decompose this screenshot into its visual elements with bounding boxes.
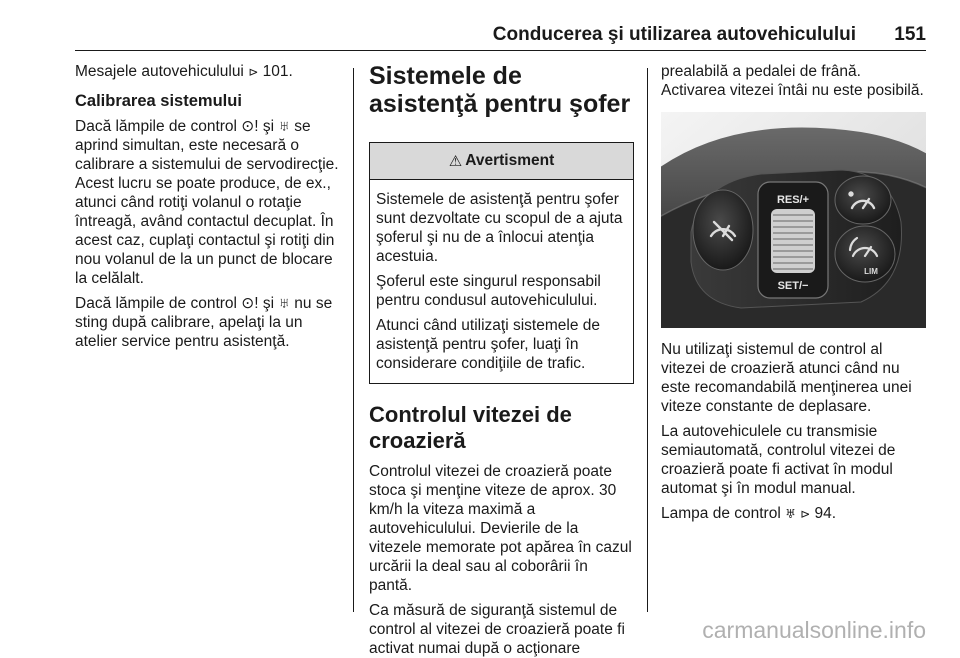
usage-paragraph-2: La autovehiculele cu transmisie semiautomată, controlul vitezei de croazieră poate fi activat în modul automat şi în modul manual. — [661, 423, 896, 497]
warning-label: Avertisment — [465, 152, 555, 169]
cruise-paragraph-1: Controlul vitezei de croazieră poate stoca şi menţine viteze de aprox. 30 km/h la viteza maximă a autovehiculului. Devierile de la vitezele memorate pot apărea în cazul urcării la deal sau al coborârii în pantă. — [369, 463, 632, 594]
warning-body — [370, 180, 633, 383]
warning-paragraph-2: Şoferul este singurul responsabil pentru condusul autovehiculului. — [376, 273, 601, 309]
column-divider-1 — [353, 68, 354, 612]
continued-paragraph: prealabilă a pedalei de frână. Activarea vitezei întâi nu este posibilă. — [661, 63, 924, 99]
calibration-paragraph-2: Dacă lămpile de control ⊙! şi ♅ nu se sting după calibrare, apelaţi la un atelier service pentru asistenţă. — [75, 295, 333, 350]
warning-triangle-icon: ⚠ — [448, 153, 463, 170]
reference-page: 101. — [262, 63, 293, 80]
cruise-paragraph-2: Ca măsură de siguranţă sistemul de control al vitezei de croazieră poate fi activat numai după o acţionare — [369, 602, 625, 657]
column-divider-2 — [647, 68, 648, 612]
cruise-control-heading: Controlul vitezei de croazieră — [369, 402, 572, 453]
reference-text: Mesajele autovehiculului — [75, 63, 244, 80]
chapter-title: Conducerea şi utilizarea autovehiculului — [492, 24, 856, 45]
column-2 — [369, 62, 634, 658]
calibration-heading: Calibrarea sistemului — [75, 92, 242, 110]
cruise-lamp-icon: ♅ — [785, 507, 796, 521]
warning-paragraph-3: Atunci când utilizaţi sistemele de asistenţă pentru şofer, luaţi în considerare condiţiile de trafic. — [376, 317, 601, 372]
res-label: RES/+ — [776, 194, 810, 206]
watermark: carmanualsonline.info — [702, 617, 926, 643]
section-title: Sistemele de asistenţă pentru şofer — [369, 62, 631, 118]
column-3 — [661, 62, 926, 524]
lamp-text: Lampa de control — [661, 505, 781, 522]
lamp-page: 94. — [814, 505, 837, 522]
page-number: 151 — [894, 24, 926, 45]
set-label: SET/− — [777, 280, 809, 292]
page-reference-arrow-icon: ⊳ — [800, 507, 811, 521]
page-reference-arrow-icon: ⊳ — [248, 65, 259, 79]
warning-paragraph-1: Sistemele de asistenţă pentru şofer sunt dezvoltate cu scopul de a ajuta şoferul şi nu de a înlocui atenţia acestuia. — [376, 191, 623, 265]
warning-box — [369, 142, 634, 384]
reference-line — [75, 62, 345, 82]
steering-wheel-illustration — [661, 112, 926, 328]
column-1 — [75, 62, 345, 351]
warning-header — [370, 143, 633, 180]
lim-label: LIM — [864, 267, 878, 276]
usage-paragraph-1: Nu utilizaţi sistemul de control al vitezei de croazieră atunci când nu este recomandabilă menţinerea unei viteze constante de deplasare. — [661, 341, 912, 415]
lamp-reference-line — [661, 504, 926, 524]
steering-wheel-controls-photo — [661, 112, 926, 328]
page-header — [75, 24, 926, 51]
header-rule — [75, 50, 926, 51]
calibration-paragraph-1: Dacă lămpile de control ⊙! şi ♅ se aprind simultan, este necesară o calibrare a sistemului de servodirecţie. Acest lucru se poate produce, de ex., atunci când rotiţi volanul o rotaţie întreagă, având contactul decuplat. În acest caz, cuplaţi contactul şi rotiţi din nou volanul de la un punct de blocare la celălalt. — [75, 118, 339, 287]
